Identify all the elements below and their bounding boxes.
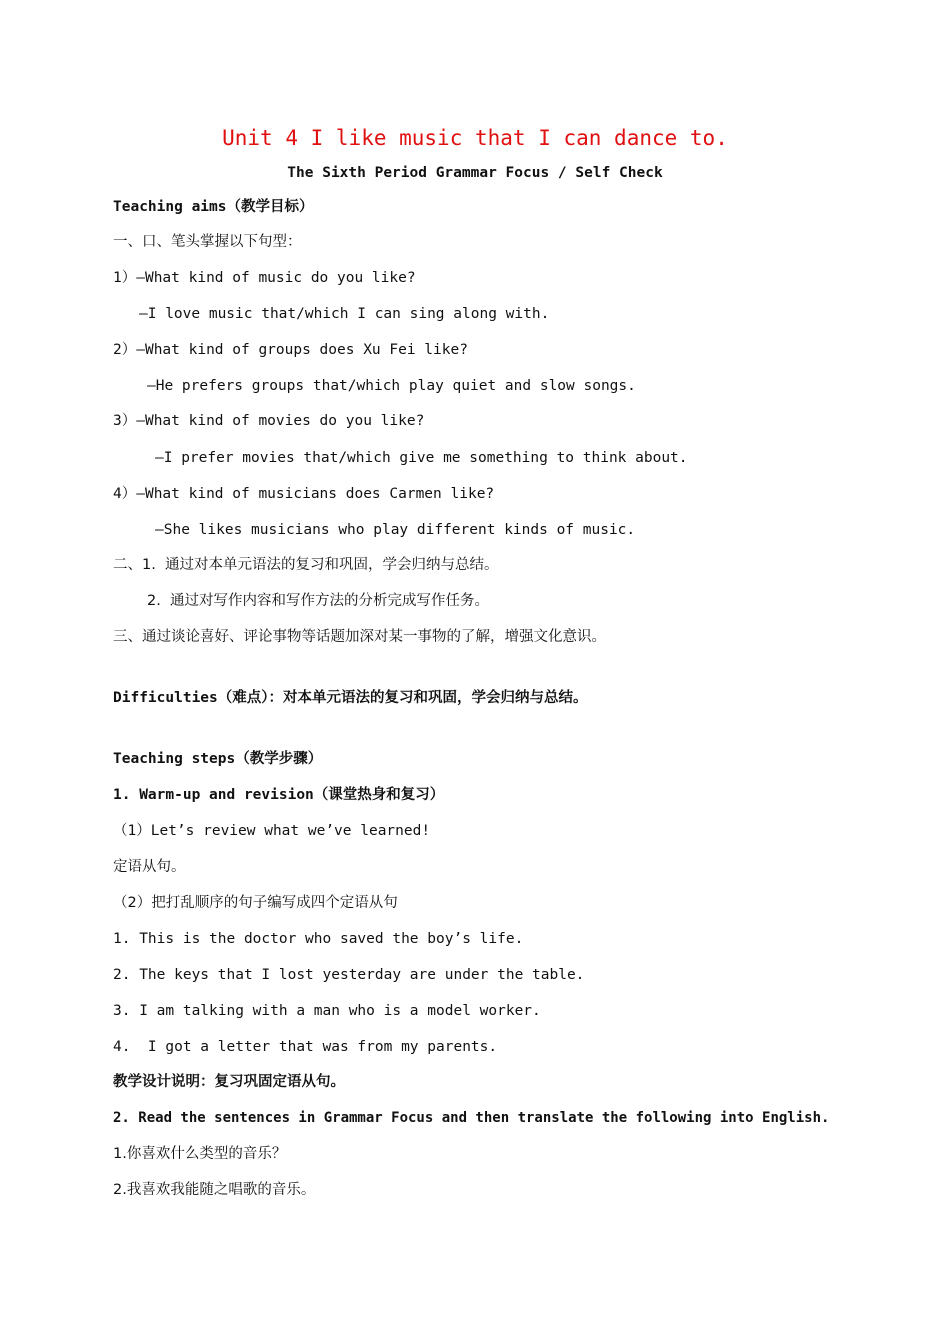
dialogue-answer: —He prefers groups that/which play quiet and slow songs. xyxy=(147,378,636,394)
design-note: 教学设计说明：复习巩固定语从句。 xyxy=(113,1074,345,1090)
step-2-heading: 2. Read the sentences in Grammar Focus and then translate the following into English. xyxy=(113,1110,830,1126)
document-title: Unit 4 I like music that I can dance to. xyxy=(222,126,728,150)
aims-1-heading: 一、口、笔头掌握以下句型： xyxy=(113,234,302,250)
sentence-item: 2. The keys that I lost yesterday are under the table. xyxy=(113,967,585,983)
dialogue-question: 2）—What kind of groups does Xu Fei like? xyxy=(113,342,468,358)
dialogue-question: 3）—What kind of movies do you like? xyxy=(113,413,425,429)
step-1-sub-2: （2）把打乱顺序的句子编写成四个定语从句 xyxy=(113,895,398,911)
step-1-sub-1: （1）Let’s review what we’ve learned! xyxy=(113,823,431,839)
step-1-heading: 1. Warm-up and revision（课堂热身和复习） xyxy=(113,787,445,803)
teaching-steps-heading: Teaching steps（教学步骤） xyxy=(113,751,323,767)
translate-item: 1.你喜欢什么类型的音乐？ xyxy=(113,1146,287,1162)
dialogue-answer: —I prefer movies that/which give me something to think about. xyxy=(155,450,688,466)
aims-2-item-1: 二、1. 通过对本单元语法的复习和巩固，学会归纳与总结。 xyxy=(113,557,499,573)
sentence-item: 1. This is the doctor who saved the boy’s life. xyxy=(113,931,524,947)
difficulties: Difficulties（难点）：对本单元语法的复习和巩固，学会归纳与总结。 xyxy=(113,690,588,706)
dialogue-question: 4）—What kind of musicians does Carmen like? xyxy=(113,486,495,502)
aims-2-item-2: 2. 通过对写作内容和写作方法的分析完成写作任务。 xyxy=(147,593,490,609)
dialogue-answer: —I love music that/which I can sing along with. xyxy=(139,306,550,322)
dialogue-answer: —She likes musicians who play different kinds of music. xyxy=(155,522,636,538)
teaching-aims-heading: Teaching aims（教学目标） xyxy=(113,199,314,215)
dialogue-question: 1）—What kind of music do you like? xyxy=(113,270,416,286)
aims-3: 三、通过谈论喜好、评论事物等话题加深对某一事物的了解，增强文化意识。 xyxy=(113,629,606,645)
translate-item: 2.我喜欢我能随之唱歌的音乐。 xyxy=(113,1182,316,1198)
document-subtitle: The Sixth Period Grammar Focus / Self Check xyxy=(287,165,663,181)
sentence-item: 3. I am talking with a man who is a model worker. xyxy=(113,1003,541,1019)
sentence-item: 4. I got a letter that was from my parents. xyxy=(113,1039,498,1055)
step-1-sub-1-text: 定语从句。 xyxy=(113,859,186,875)
